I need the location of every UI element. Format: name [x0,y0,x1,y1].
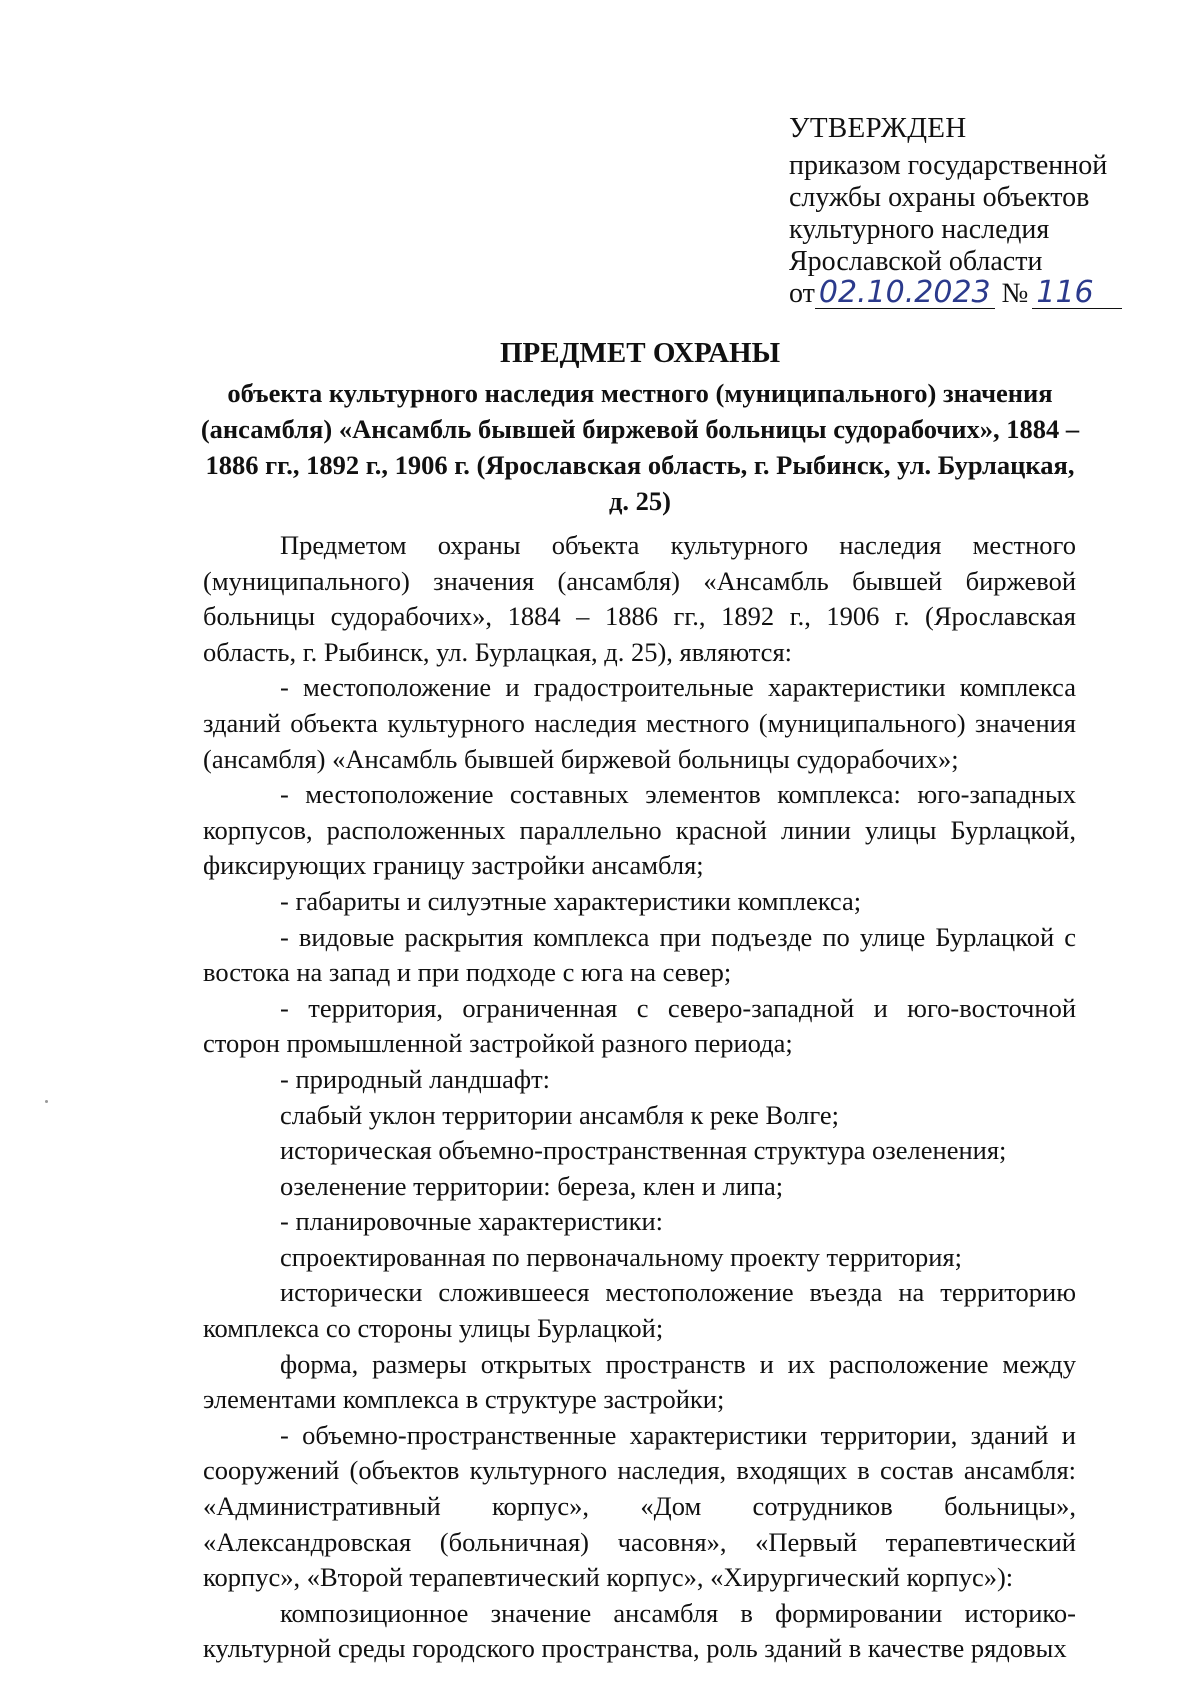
approval-stamp [789,112,1129,310]
body-paragraph: - природный ландшафт: [280,1063,551,1094]
body-paragraph: композиционное значение ансамбля в формировании историко-культурной среды городского пространства, роль зданий в качестве рядовых [203,1597,1076,1664]
body-paragraph: историческая объемно-пространственная структура озеленения; [280,1135,1007,1166]
body-paragraph: слабый уклон территории ансамбля к реке Волге; [280,1099,839,1130]
body-paragraph: - объемно-пространственные характеристики территории, зданий и сооружений (объектов культурного наследия, входящих в состав ансамбля: «Административный корпус», «Дом сотрудников больницы», «Александровская (больничная) часовня», «Первый терапевтический корпус», «Второй терапевтический корпус», «Хирургический корпус»): [203,1419,1076,1593]
scan-artifact-dot [45,1100,48,1103]
body-paragraph: форма, размеры открытых пространств и их расположение между элементами комплекса в структуре застройки; [203,1348,1076,1415]
body-paragraph: исторически сложившееся местоположение въезда на территорию комплекса со стороны улицы Бурлацкой; [203,1277,1076,1344]
approval-date-number-line [789,275,1129,310]
approval-line: культурного наследия [789,214,1050,245]
approval-title: УТВЕРЖДЕН [789,112,967,144]
body-paragraph: - видовые раскрытия комплекса при подъезде по улице Бурлацкой с востока на запад и при подходе с юга на север; [203,921,1076,988]
body-paragraph: - планировочные характеристики: [280,1206,663,1237]
handwritten-date: 02.10.2023 [815,278,995,309]
approval-line: приказом государственной [789,150,1108,181]
body-paragraph: озеленение территории: береза, клен и липа; [280,1170,784,1201]
document-title: ПРЕДМЕТ ОХРАНЫ [499,337,781,369]
document-heading [200,335,1080,519]
document-body [203,528,1076,1667]
number-prefix: № [1001,278,1029,309]
body-paragraph: - габариты и силуэтные характеристики комплекса; [280,885,862,916]
body-paragraph: - местоположение и градостроительные характеристики комплекса зданий объекта культурного наследия местного (муниципального) значения (ансамбля) «Ансамбль бывшей биржевой больницы судорабочих»; [203,672,1076,774]
handwritten-number: 116 [1032,278,1122,309]
body-paragraph: спроектированная по первоначальному проекту территория; [280,1241,962,1272]
document-subtitle: объекта культурного наследия местного (муниципального) значения (ансамбля) «Ансамбль бывшей биржевой больницы судорабочих», 1884 – 1886 гг., 1892 г., 1906 г. (Ярославская область, г. Рыбинск, ул. Бурлацкая, д. 25) [200,378,1080,516]
body-paragraph: Предметом охраны объекта культурного наследия местного (муниципального) значения (ансамбля) «Ансамбль бывшей биржевой больницы судорабочих», 1884 – 1886 гг., 1892 г., 1906 г. (Ярославская область, г. Рыбинск, ул. Бурлацкая, д. 25), являются: [203,530,1076,667]
approval-line: службы охраны объектов [789,182,1090,213]
approval-line: Ярославской области [789,246,1043,277]
body-paragraph: - местоположение составных элементов комплекса: юго-западных корпусов, расположенных параллельно красной линии улицы Бурлацкой, фиксирующих границу застройки ансамбля; [203,779,1076,881]
date-prefix: от [789,278,815,309]
body-paragraph: - территория, ограниченная с северо-западной и юго-восточной сторон промышленной застройкой разного периода; [203,992,1076,1059]
